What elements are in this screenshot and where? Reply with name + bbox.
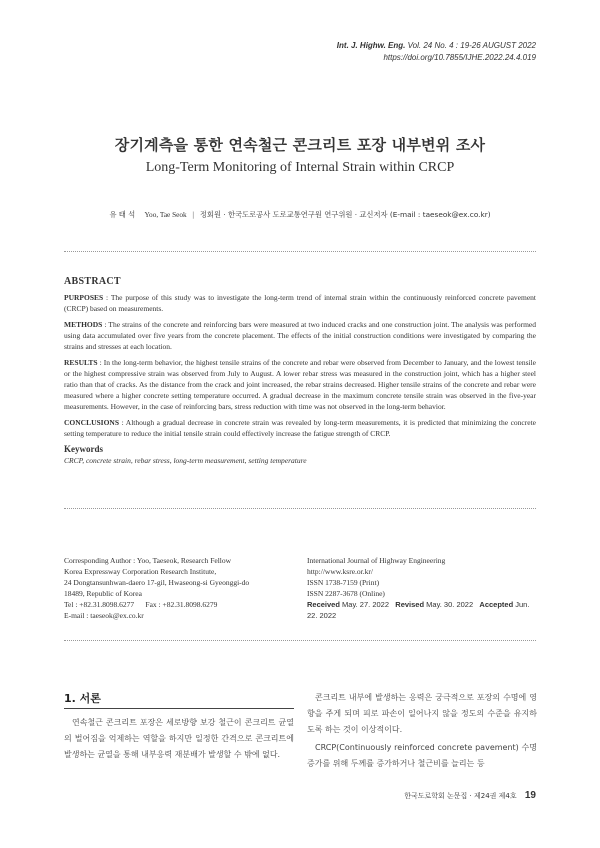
abstract-heading: ABSTRACT <box>64 276 121 287</box>
journal-header <box>337 40 536 64</box>
pub-issn-print: ISSN 1738-7159 (Print) <box>307 578 380 587</box>
title-korean: 장기계측을 통한 연속철근 콘크리트 포장 내부변위 조사 <box>114 136 486 154</box>
abstract-results <box>64 357 536 412</box>
purposes-text: : The purpose of this study was to investigate the long-term trend of internal strain within the continuously reinforced concrete pavement (CRCP) based on measurements. <box>64 293 536 313</box>
journal-name: Int. J. Highw. Eng. <box>336 41 406 50</box>
accepted-date: Jun. 22. 2022 <box>307 600 530 620</box>
correspondence-block <box>64 555 294 621</box>
received-label: Received <box>307 600 340 609</box>
pub-dates <box>307 599 537 621</box>
pub-line-1: International Journal of Highway Engineering <box>307 556 446 565</box>
accepted-label: Accepted <box>479 600 514 609</box>
author-separator: | <box>192 210 195 219</box>
divider-middle <box>64 508 536 509</box>
author-name-ko: 유 태 석 <box>109 210 136 219</box>
corr-line-6: E-mail : taeseok@ex.co.kr <box>64 611 144 620</box>
page-number: 19 <box>524 790 536 801</box>
abstract-purposes <box>64 292 536 314</box>
corr-line-1: Corresponding Author : Yoo, Taeseok, Research Fellow <box>64 556 232 565</box>
results-text: : In the long-term behavior, the highest tensile strains of the concrete and rebar were observed from December to January, and the lowest tensile or the highest compressive strain was observed from July to August. A lower rebar stress was measured in the construction joint, which has a higher steel ratio than that of cracks. As the distance from the crack and joint increased, the rebar strains decreased. Higher tensile strains of the concrete and rebar were measured where a higher concrete setting temperature occurred. A gradual decrease in the maximum concrete tensile strain was observed in the five-year measurements. However, in the case of reinforcing bars, stress reduction with time was not observed in the long-term behavior. <box>64 358 536 411</box>
pub-issn-online: ISSN 2287-3678 (Online) <box>307 589 385 598</box>
corr-line-2: Korea Expressway Corporation Research Institute, <box>64 567 217 576</box>
author-line <box>0 210 600 220</box>
corr-line-3: 24 Dongtansunhwan-daero 17-gil, Hwaseong-si Gyeonggi-do <box>64 578 250 587</box>
keywords-text: CRCP, concrete strain, rebar stress, long-term measurement, setting temperature <box>64 456 307 465</box>
intro-right-column <box>307 690 537 774</box>
publication-block <box>307 555 537 621</box>
divider-top <box>64 251 536 252</box>
intro-right-paragraph-2: CRCP(Continuously reinforced concrete pavement) 수명 증가를 위해 두께를 증가하거나 철근비를 늘리는 등 <box>307 743 537 768</box>
doi-link[interactable]: https://doi.org/10.7855/IJHE.2022.24.4.019 <box>383 53 536 62</box>
corr-line-4: 18489, Republic of Korea <box>64 589 142 598</box>
methods-label: METHODS <box>64 320 103 329</box>
page-footer <box>404 790 536 801</box>
intro-left-paragraph: 연속철근 콘크리트 포장은 세로방향 보강 철근이 콘크리트 균열의 벌어짐을 억제하는 역할을 하지만 일정한 간격으로 콘크리트에 발생하는 균열을 통해 내부응력 재분배가 발생할 수 밖에 없다. <box>64 718 294 759</box>
pub-website[interactable]: http://www.ksre.or.kr/ <box>307 567 373 576</box>
revised-label: Revised <box>395 600 425 609</box>
author-affiliation: 정회원 · 한국도로공사 도로교통연구원 연구위원 · 교신저자 (E-mail : taeseok@ex.co.kr) <box>199 210 491 219</box>
purposes-label: PURPOSES <box>64 293 104 302</box>
intro-heading: 1. 서론 <box>64 692 101 705</box>
abstract-methods <box>64 319 536 352</box>
journal-citation <box>337 40 536 52</box>
intro-left-column <box>64 690 294 765</box>
divider-bottom <box>64 640 536 641</box>
abstract-conclusions <box>64 417 536 439</box>
intro-right-paragraph-1: 콘크리트 내부에 발생하는 응력은 궁극적으로 포장의 수명에 영향을 주게 되며 피로 파손이 일어나지 않을 정도의 수준을 유지하도록 하는 것이 이상적이다. <box>307 693 537 734</box>
citation-text: Vol. 24 No. 4 : 19-26 AUGUST 2022 <box>407 41 536 50</box>
results-label: RESULTS <box>64 358 98 367</box>
footer-journal: 한국도로학회 논문집 · 제24권 제4호 <box>404 792 517 800</box>
revised-date: May. 30. 2022 <box>426 600 474 609</box>
title-english: Long-Term Monitoring of Internal Strain within CRCP <box>145 160 455 175</box>
abstract-section <box>64 276 536 466</box>
received-date: May. 27. 2022 <box>342 600 390 609</box>
conclusions-text: : Although a gradual decrease in concrete strain was revealed by long-term measurements, it is predicted that minimizing the concrete setting temperature to reduce the initial tensile strain could effectively increase the fatigue strength of CRCP. <box>64 418 536 438</box>
keywords-heading: Keywords <box>64 444 103 454</box>
conclusions-label: CONCLUSIONS <box>64 418 120 427</box>
methods-text: : The strains of the concrete and reinforcing bars were measured at two induced cracks and one construction joint. The analysis was performed using data accumulated over five years from the concrete placement. The effects of the initial construction conditions were investigated by comparing the strains and stresses at each location. <box>64 320 536 351</box>
corr-line-5: Tel : +82.31.8098.6277 Fax : +82.31.8098.6279 <box>64 600 218 609</box>
author-name-en: Yoo, Tae Seok <box>144 210 187 219</box>
intro-heading-rule <box>64 708 294 709</box>
